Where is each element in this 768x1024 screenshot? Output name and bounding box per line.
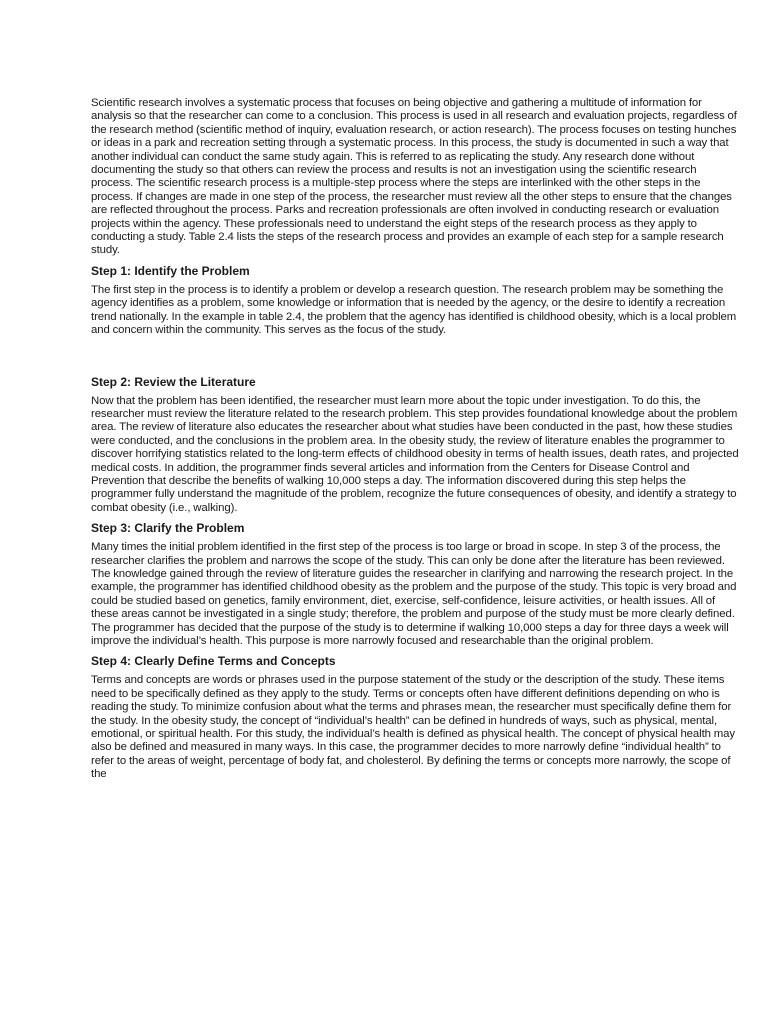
intro-paragraph: Scientific research involves a systematic process that focuses on being objective and gathering a multitude of information for analysis so that the researcher can come to a conclusion. This process is used in all research and evaluation projects, regardless of the research method (scientific method of inquiry, evaluation research, or action research). The process focuses on testing hunches or ideas in a park and recreation setting through a systematic process. In this process, the study is documented in such a way that another individual can conduct the same study again. This is referred to as replicating the study. Any research done without documenting the study so that others can review the process and results is not an investigation using the scientific research process. The scientific research process is a multiple-step process where the steps are interlinked with the other steps in the process. If changes are made in one step of the process, the researcher must review all the other steps to ensure that the changes are reflected throughout the process. Parks and recreation professionals are often involved in conducting research or evaluation projects within the agency. These professionals need to understand the eight steps of the research process as they apply to conducting a study. Table 2.4 lists the steps of the research process and provides an example of each step for a sample research study. (91, 97, 737, 257)
document-page (91, 97, 741, 782)
step-4-heading: Step 4: Clearly Define Terms and Concepts (91, 654, 336, 669)
step-1-heading: Step 1: Identify the Problem (91, 263, 250, 278)
step-2-heading: Step 2: Review the Literature (91, 374, 256, 389)
step-1-paragraph: The first step in the process is to identify a problem or develop a research question. The research problem may be something the agency identifies as a problem, some knowledge or information that is needed by the agency, or the desire to identify a recreation trend nationally. In the example in table 2.4, the problem that the agency has identified is childhood obesity, which is a local problem and concern within the community. This serves as the focus of the study. (91, 283, 737, 337)
step-2-paragraph: Now that the problem has been identified, the researcher must learn more about the topic under investigation. To do this, the researcher must review the literature related to the research problem. This step provides foundational knowledge about the problem area. The review of literature also educates the researcher about what studies have been conducted in the past, how these studies were conducted, and the conclusions in the problem area. In the obesity study, the review of literature enables the programmer to discover horrifying statistics related to the long-term effects of childhood obesity in terms of health issues, death rates, and projected medical costs. In addition, the programmer finds several articles and information from the Centers for Disease Control and Prevention that describe the benefits of walking 10,000 steps a day. The information discovered during this step helps the programmer fully understand the magnitude of the problem, recognize the future consequences of obesity, and identify a strategy to combat obesity (i.e., walking). (91, 394, 739, 514)
step-3-heading: Step 3: Clarify the Problem (91, 521, 245, 536)
step-4-paragraph: Terms and concepts are words or phrases used in the purpose statement of the study or the description of the study. These items need to be specifically defined as they apply to the study. Terms or concepts often have different definitions depending on who is reading the study. To minimize confusion about what the terms and phrases mean, the researcher must specifically define them for the study. In the obesity study, the concept of “individual’s health” can be defined in hundreds of ways, such as physical, mental, emotional, or spiritual health. For this study, the individual’s health is defined as physical health. The concept of physical health may also be defined and measured in many ways. In this case, the programmer decides to more narrowly define “individual health” to refer to the areas of weight, percentage of body fat, and cholesterol. By defining the terms or concepts more narrowly, the scope of the (91, 674, 735, 781)
step-3-paragraph: Many times the initial problem identified in the first step of the process is too large or broad in scope. In step 3 of the process, the researcher clarifies the problem and narrows the scope of the study. This can only be done after the literature has been reviewed. The knowledge gained through the review of literature guides the researcher in clarifying and narrowing the research project. In the example, the programmer has identified childhood obesity as the problem and the purpose of the study. This topic is very broad and could be studied based on genetics, family environment, diet, exercise, self-confidence, leisure activities, or health issues. All of these areas cannot be investigated in a single study; therefore, the problem and purpose of the study must be more clearly defined. The programmer has decided that the purpose of the study is to determine if walking 10,000 steps a day for three days a week will improve the individual’s health. This purpose is more narrowly focused and researchable than the original problem. (91, 541, 737, 647)
